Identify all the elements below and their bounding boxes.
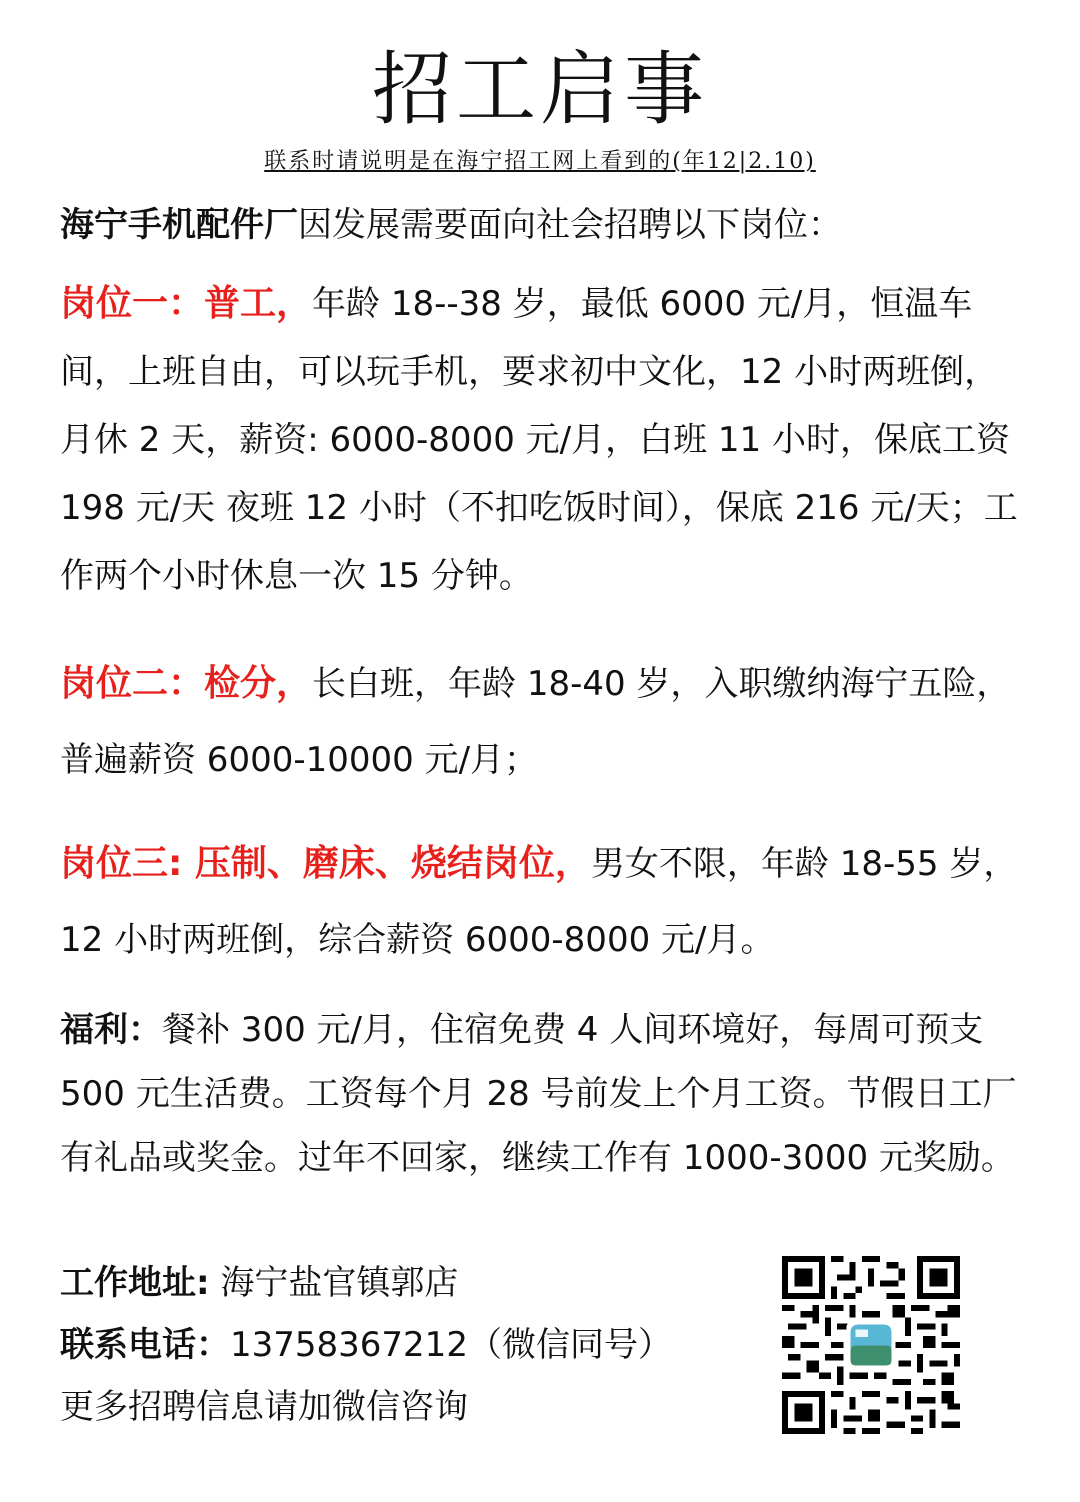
job1-label: 岗位一：普工， <box>60 283 313 324</box>
address-text: 海宁盐官镇郭店 <box>209 1263 459 1303</box>
intro-text: 因发展需要面向社会招聘以下岗位： <box>298 205 842 245</box>
subtitle-text: 联系时请说明是在海宁招工网上看到的(年12|2.10) <box>264 149 816 174</box>
phone-text[interactable]: 13758367212（微信同号） <box>230 1325 672 1365</box>
job1-text: 年龄 18--38 岁，最低 6000 元/月，恒温车间，上班自由，可以玩手机，要求初中文化，12 小时两班倒，月休 2 天，薪资: 6000-8000 元/月，白班 11 小时，保底工资 198 元/天 夜班 12 小时（不扣吃饭时间），保底 216 元/天；工作两个小时休息一次 15 分钟。 <box>60 284 1018 596</box>
job2-label: 岗位二：检分， <box>60 663 313 704</box>
job2-paragraph <box>60 646 1020 798</box>
address-label: 工作地址: <box>60 1263 210 1303</box>
company-name: 海宁手机配件厂 <box>60 205 298 245</box>
welfare-paragraph <box>60 998 1020 1190</box>
job1-paragraph <box>60 270 1020 610</box>
qr-code-graphic <box>782 1256 960 1434</box>
page-title: 招工启事 <box>372 43 708 136</box>
more-info-line: 更多招聘信息请加微信咨询 <box>60 1387 468 1427</box>
welfare-label: 福利： <box>60 1010 162 1050</box>
job3-paragraph <box>60 826 1020 978</box>
welfare-text: 餐补 300 元/月，住宿免费 4 人间环境好，每周可预支 500 元生活费。工资每个月 28 号前发上个月工资。节假日工厂有礼品或奖金。过年不回家，继续工作有 1000-3000 元奖励。 <box>60 1010 1017 1178</box>
intro-paragraph <box>60 192 1020 258</box>
job2-text: 长白班，年龄 18-40 岁，入职缴纳海宁五险，普遍薪资 6000-10000 元/月； <box>60 664 1011 780</box>
job3-label: 岗位三: 压制、磨床、烧结岗位， <box>60 843 591 884</box>
phone-label: 联系电话： <box>60 1325 230 1365</box>
qr-code-icon[interactable] <box>782 1256 960 1434</box>
job3-text: 男女不限，年龄 18-55 岁，12 小时两班倒，综合薪资 6000-8000 元/月。 <box>60 844 1018 960</box>
subtitle-note <box>0 146 1080 178</box>
